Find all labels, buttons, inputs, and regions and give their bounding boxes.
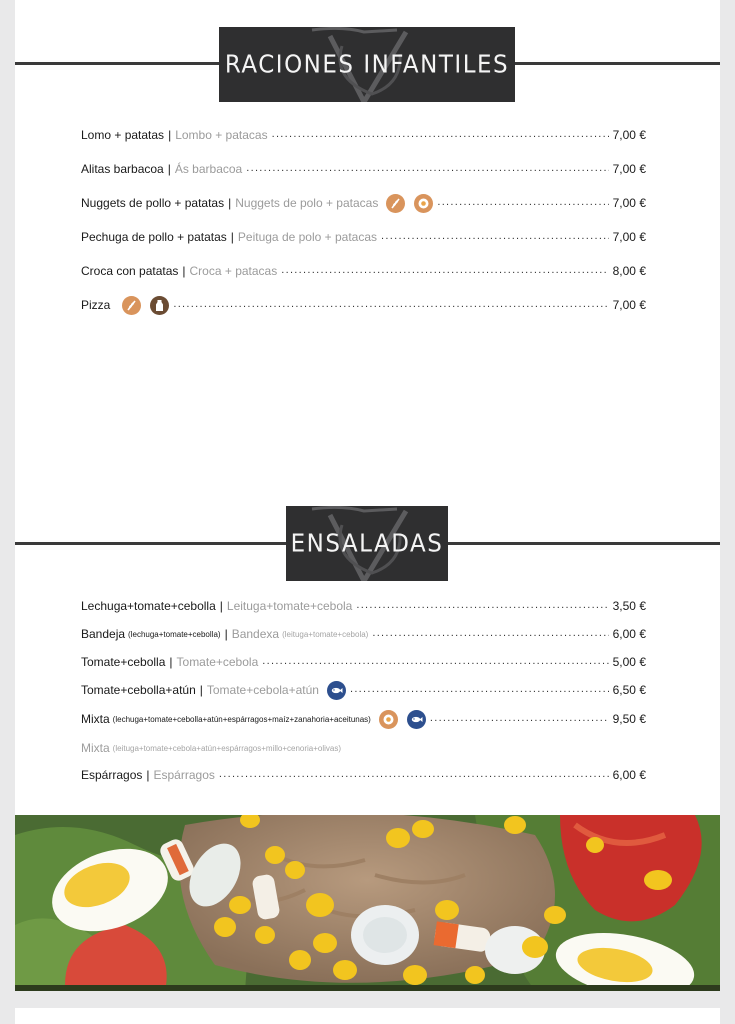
menu-item-bandeja: [81, 624, 646, 644]
item-name: Espárragos: [81, 768, 143, 782]
menu-item-pizza: [81, 295, 646, 315]
item-name: Croca con patatas: [81, 264, 179, 278]
dot-leader: [219, 768, 609, 780]
allergen-icons: [386, 194, 433, 213]
item-name: Tomate+cebolla: [81, 655, 166, 669]
item-name: Mixta: [81, 712, 110, 726]
wheat-allergen-icon: [386, 194, 405, 213]
separator: |: [182, 264, 186, 278]
item-name: Mixta: [81, 741, 110, 755]
allergen-icons: [379, 710, 426, 729]
item-translation-detail: (leituga+tomate+cebola): [282, 629, 369, 639]
menu-item-tomate-cebolla-atun: [81, 680, 646, 700]
item-price: 6,50 €: [612, 683, 646, 697]
item-price: 7,00 €: [612, 128, 646, 142]
section-banner-raciones-infantiles: [219, 27, 515, 102]
item-translation: Peituga de polo + patacas: [237, 230, 378, 244]
section-banner-ensaladas: [286, 506, 448, 581]
dot-leader: [246, 162, 608, 174]
menu-item-mixta: [81, 709, 646, 729]
separator: |: [219, 599, 223, 613]
item-translation: Leituga+tomate+cebola: [226, 599, 353, 613]
menu-item-tomate-cebolla: [81, 652, 646, 672]
allergen-icons: [122, 296, 169, 315]
separator: |: [168, 128, 172, 142]
allergen-icons: [327, 681, 346, 700]
item-translation: Ás barbacoa: [174, 162, 243, 176]
separator: |: [146, 768, 150, 782]
item-price: 8,00 €: [612, 264, 646, 278]
item-price: 7,00 €: [612, 162, 646, 176]
item-translation: Tomate+cebola: [176, 655, 259, 669]
menu-item-lomo-patatas: [81, 125, 646, 145]
item-name: Bandeja: [81, 627, 126, 641]
item-translation: Nuggets de polo + patacas: [235, 196, 379, 210]
item-name: Tomate+cebolla+atún: [81, 683, 196, 697]
item-name: Lechuga+tomate+cebolla: [81, 599, 216, 613]
separator: |: [167, 162, 171, 176]
separator: |: [224, 627, 228, 641]
dot-leader: [372, 627, 608, 639]
dot-leader: [356, 599, 608, 611]
separator: |: [228, 196, 232, 210]
dot-leader: [272, 128, 609, 140]
menu-item-mixta-translation: [81, 738, 646, 758]
item-price: 7,00 €: [612, 230, 646, 244]
item-translation: Croca + patacas: [189, 264, 278, 278]
section-title: ENSALADAS: [290, 529, 444, 558]
separator: |: [199, 683, 203, 697]
egg-allergen-icon: [379, 710, 398, 729]
egg-allergen-icon: [414, 194, 433, 213]
item-translation: Bandexa: [231, 627, 280, 641]
item-price: 7,00 €: [612, 298, 646, 312]
milk-allergen-icon: [150, 296, 169, 315]
menu-item-alitas-barbacoa: [81, 159, 646, 179]
item-translation: Tomate+cebola+atún: [206, 683, 319, 697]
wheat-allergen-icon: [122, 296, 141, 315]
item-name: Pechuga de pollo + patatas: [81, 230, 227, 244]
separator: |: [230, 230, 234, 244]
next-menu-page: [15, 1008, 720, 1024]
dot-leader: [430, 712, 609, 724]
dot-leader: [281, 264, 608, 276]
item-price: 6,00 €: [612, 768, 646, 782]
item-translation: Espárragos: [153, 768, 215, 782]
fish-allergen-icon: [407, 710, 426, 729]
item-price: 5,00 €: [612, 655, 646, 669]
dot-leader: [381, 230, 609, 242]
item-detail: (leituga+tomate+cebola+atún+espárragos+millo+cenoria+olivas): [112, 743, 342, 753]
menu-item-pechuga-pollo: [81, 227, 646, 247]
item-name: Nuggets de pollo + patatas: [81, 196, 225, 210]
dot-leader: [173, 298, 608, 310]
item-name: Alitas barbacoa: [81, 162, 164, 176]
menu-item-croca-patatas: [81, 261, 646, 281]
item-translation: Lombo + patacas: [175, 128, 268, 142]
section-title: RACIONES INFANTILES: [224, 50, 510, 79]
item-price: 3,50 €: [612, 599, 646, 613]
dot-leader: [350, 683, 609, 695]
fish-allergen-icon: [327, 681, 346, 700]
dot-leader: [262, 655, 608, 667]
menu-item-esparragos: [81, 765, 646, 785]
dot-leader: [437, 196, 608, 208]
item-name: Lomo + patatas: [81, 128, 165, 142]
item-price: 9,50 €: [612, 712, 646, 726]
item-price: 7,00 €: [612, 196, 646, 210]
salad-photo: [15, 815, 720, 991]
item-detail: (lechuga+tomate+cebolla): [128, 629, 221, 639]
item-detail: (lechuga+tomate+cebolla+atún+espárragos+maíz+zanahoria+aceitunas): [112, 714, 371, 724]
item-price: 6,00 €: [612, 627, 646, 641]
separator: |: [169, 655, 173, 669]
menu-item-nuggets: [81, 193, 646, 213]
menu-item-lechuga-tomate-cebolla: [81, 596, 646, 616]
item-name: Pizza: [81, 298, 111, 312]
